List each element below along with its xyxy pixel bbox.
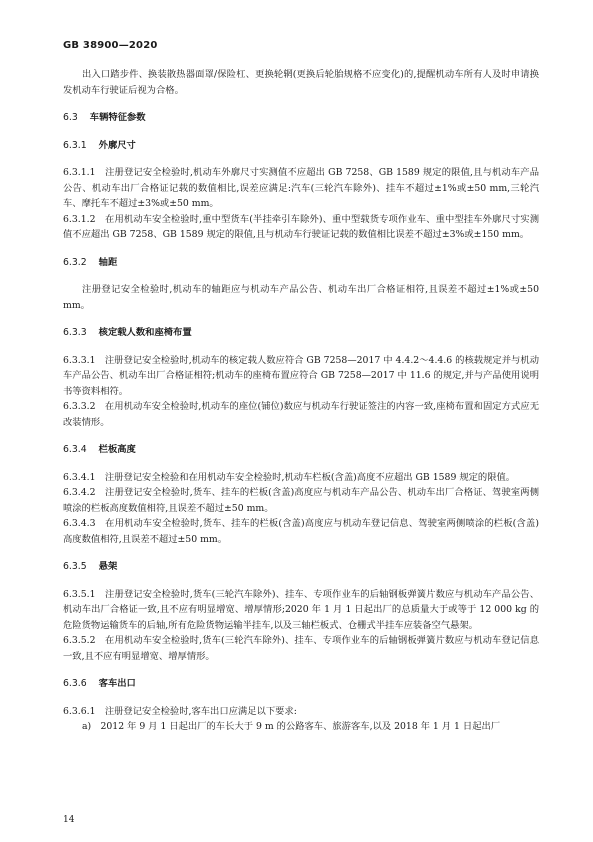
section-heading	[63, 559, 539, 575]
section-heading	[63, 442, 539, 458]
body-paragraph: 6.3.4.3 在用机动车安全检验时,货车、挂车的栏板(含盖)高度应与机动车登记信息、驾驶室两侧喷涂的栏板(含盖)高度数值相符,且误差不超过±50 mm。	[63, 518, 539, 545]
body-paragraph: 6.3.5.1 注册登记安全检验时,货车(三轮汽车除外)、挂车、专项作业车的后轴钢板弹簧片数应与机动车产品公告、机动车出厂合格证一致,且不应有明显增宽、增厚情形;2020 年 1 月 1 日起出厂的总质量大于或等于 12 000 kg 的危险货物运输货车的后轴,所有危险货物运输半挂车,以及三轴栏板式、仓栅式半挂车应装备空气悬架。	[63, 588, 539, 631]
section-number: 6.3	[63, 112, 78, 123]
body-paragraph: 6.3.5.2 在用机动车安全检验时,货车(三轮汽车除外)、挂车、专项作业车的后轴钢板弹簧片数应与机动车登记信息一致,且不应有明显增宽、增厚情形。	[63, 635, 539, 662]
body-paragraph: a) 2012 年 9 月 1 日起出厂的车长大于 9 m 的公路客车、旅游客车,以及 2018 年 1 月 1 日起出厂	[82, 721, 501, 732]
section-title: 客车出口	[98, 678, 136, 689]
body-paragraph: 6.3.4.1 注册登记安全检验和在用机动车安全检验时,机动车栏板(含盖)高度不应超出 GB 1589 规定的限值。	[63, 471, 516, 483]
body-paragraph: 6.3.3.2 在用机动车安全检验时,机动车的座位(铺位)数应与机动车行驶证签注的内容一致,座椅布置和固定方式应无改装情形。	[63, 401, 539, 428]
body-paragraph: 出入口踏步件、换装散热器面罩/保险杠、更换轮辋(更换后轮胎规格不应变化)的,提醒机动车所有人及时申请换发机动车行驶证后视为合格。	[63, 69, 539, 96]
section-title: 车辆特征参数	[89, 112, 146, 123]
section-heading	[63, 325, 539, 341]
section-heading	[63, 676, 539, 692]
body-paragraph: 6.3.6.1 注册登记安全检验时,客车出口应满足以下要求:	[63, 705, 297, 717]
page-number: 14	[63, 815, 75, 825]
section-number: 6.3.5	[63, 561, 87, 572]
section-number: 6.3.3	[63, 327, 87, 338]
section-title: 核定载人数和座椅布置	[98, 327, 192, 338]
section-title: 悬架	[98, 561, 118, 572]
section-heading	[63, 138, 539, 154]
section-number: 6.3.2	[63, 256, 87, 268]
body-paragraph: 6.3.1.2 在用机动车安全检验时,重中型货车(半挂牵引车除外)、重中型载货专项作业车、重中型挂车外廓尺寸实测值不应超出 GB 7258、GB 1589 规定的限值,且与机动车行驶证记载的数值相比误差不超过±3%或±150 mm。	[63, 213, 539, 240]
document-body	[63, 67, 539, 735]
section-title: 外廓尺寸	[98, 139, 136, 151]
body-paragraph: 6.3.3.1 注册登记安全检验时,机动车的核定载人数应符合 GB 7258—2017 中 4.4.2～4.4.6 的核载规定并与机动车产品公告、机动车出厂合格证相符;机动车的座椅布置应符合 GB 7258—2017 中 11.6 的规定,并与产品使用说明书等资料相符。	[63, 354, 539, 397]
section-number: 6.3.6	[63, 678, 87, 689]
section-title: 轴距	[98, 256, 118, 268]
body-paragraph: 6.3.4.2 注册登记安全检验时,货车、挂车的栏板(含盖)高度应与机动车产品公告、机动车出厂合格证、驾驶室两侧喷涂的栏板高度数值相符,且误差不超过±50 mm。	[63, 487, 539, 514]
body-paragraph: 6.3.1.1 注册登记安全检验时,机动车外廓尺寸实测值不应超出 GB 7258、GB 1589 规定的限值,且与机动车产品公告、机动车出厂合格证记载的数值相比,误差应满足:汽车(三轮汽车除外)、挂车不超过±1%或±50 mm,三轮汽车、摩托车不超过±3%或±50 mm。	[63, 167, 539, 209]
section-title: 栏板高度	[98, 444, 136, 455]
section-heading	[63, 255, 539, 271]
standard-code-header: GB 38900—2020	[63, 40, 158, 51]
body-paragraph: 注册登记安全检验时,机动车的轴距应与机动车产品公告、机动车出厂合格证相符,且误差不超过±1%或±50 mm。	[63, 284, 539, 311]
section-number: 6.3.4	[63, 444, 87, 455]
section-number: 6.3.1	[63, 139, 87, 151]
section-heading	[63, 110, 539, 126]
